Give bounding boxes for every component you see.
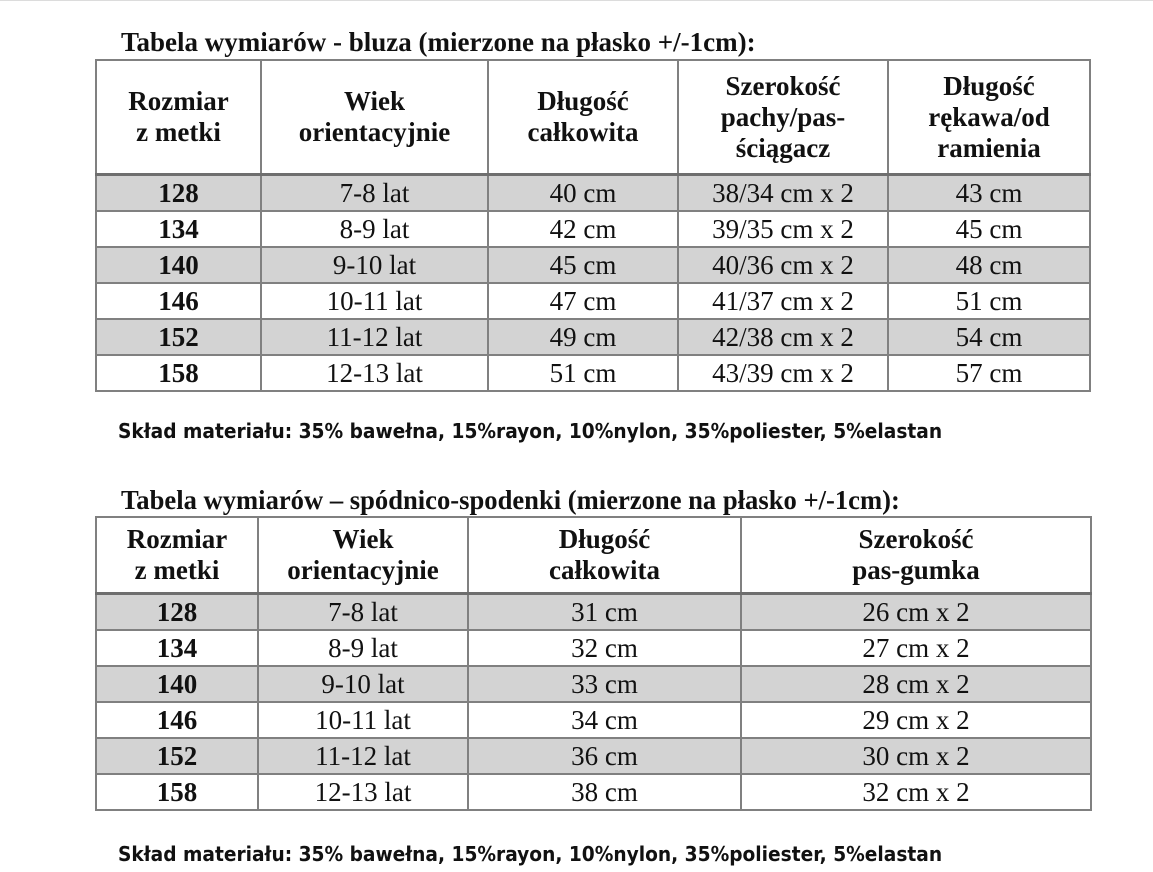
size-cell: 128 <box>96 175 261 212</box>
sleeve-cell: 51 cm <box>888 283 1090 319</box>
length-cell: 33 cm <box>468 666 741 702</box>
sleeve-cell: 54 cm <box>888 319 1090 355</box>
width-cell: 42/38 cm x 2 <box>678 319 888 355</box>
header-size: Rozmiar z metki <box>96 60 261 175</box>
size-cell: 134 <box>96 211 261 247</box>
width-cell: 41/37 cm x 2 <box>678 283 888 319</box>
table-row <box>96 666 1091 702</box>
age-cell: 11-12 lat <box>258 738 468 774</box>
header-armpit-width: Szerokość pachy/pas- ściągacz <box>678 60 888 175</box>
size-cell: 140 <box>96 247 261 283</box>
width-cell: 29 cm x 2 <box>741 702 1091 738</box>
width-cell: 40/36 cm x 2 <box>678 247 888 283</box>
header-size: Rozmiar z metki <box>96 517 258 594</box>
skort-table-title: Tabela wymiarów – spódnico-spodenki (mierzone na płasko +/-1cm): <box>121 485 900 515</box>
length-cell: 38 cm <box>468 774 741 810</box>
table-row <box>96 319 1090 355</box>
hoodie-table-title: Tabela wymiarów - bluza (mierzone na płasko +/-1cm): <box>121 27 756 57</box>
table-row <box>96 702 1091 738</box>
size-cell: 158 <box>96 355 261 391</box>
width-cell: 27 cm x 2 <box>741 630 1091 666</box>
width-cell: 38/34 cm x 2 <box>678 175 888 212</box>
sleeve-cell: 43 cm <box>888 175 1090 212</box>
header-sleeve-length: Długość rękawa/od ramienia <box>888 60 1090 175</box>
table-header-row <box>96 60 1090 175</box>
length-cell: 42 cm <box>488 211 678 247</box>
header-age: Wiek orientacyjnie <box>261 60 488 175</box>
age-cell: 12-13 lat <box>258 774 468 810</box>
width-cell: 43/39 cm x 2 <box>678 355 888 391</box>
header-total-length: Długość całkowita <box>488 60 678 175</box>
table-row <box>96 774 1091 810</box>
length-cell: 47 cm <box>488 283 678 319</box>
length-cell: 45 cm <box>488 247 678 283</box>
length-cell: 34 cm <box>468 702 741 738</box>
length-cell: 32 cm <box>468 630 741 666</box>
size-cell: 128 <box>96 594 258 631</box>
sleeve-cell: 57 cm <box>888 355 1090 391</box>
size-cell: 140 <box>96 666 258 702</box>
width-cell: 26 cm x 2 <box>741 594 1091 631</box>
table-row <box>96 283 1090 319</box>
size-cell: 134 <box>96 630 258 666</box>
length-cell: 40 cm <box>488 175 678 212</box>
age-cell: 8-9 lat <box>261 211 488 247</box>
age-cell: 12-13 lat <box>261 355 488 391</box>
size-cell: 146 <box>96 283 261 319</box>
table-row <box>96 594 1091 631</box>
top-border-line <box>0 0 1153 1</box>
skort-size-table <box>95 516 1092 811</box>
age-cell: 9-10 lat <box>261 247 488 283</box>
size-cell: 152 <box>96 738 258 774</box>
age-cell: 7-8 lat <box>261 175 488 212</box>
size-cell: 158 <box>96 774 258 810</box>
age-cell: 11-12 lat <box>261 319 488 355</box>
hoodie-material-composition: Skład materiału: 35% bawełna, 15%rayon, 10%nylon, 35%poliester, 5%elastan <box>118 419 943 443</box>
header-total-length: Długość całkowita <box>468 517 741 594</box>
length-cell: 49 cm <box>488 319 678 355</box>
age-cell: 9-10 lat <box>258 666 468 702</box>
header-age: Wiek orientacyjnie <box>258 517 468 594</box>
hoodie-size-table <box>95 59 1091 392</box>
table-row <box>96 738 1091 774</box>
sleeve-cell: 48 cm <box>888 247 1090 283</box>
header-waist-width: Szerokość pas-gumka <box>741 517 1091 594</box>
table-row <box>96 175 1090 212</box>
table-row <box>96 630 1091 666</box>
size-cell: 152 <box>96 319 261 355</box>
age-cell: 10-11 lat <box>258 702 468 738</box>
table-row <box>96 211 1090 247</box>
table-header-row <box>96 517 1091 594</box>
width-cell: 30 cm x 2 <box>741 738 1091 774</box>
width-cell: 39/35 cm x 2 <box>678 211 888 247</box>
age-cell: 7-8 lat <box>258 594 468 631</box>
table-row <box>96 247 1090 283</box>
length-cell: 51 cm <box>488 355 678 391</box>
skort-material-composition: Skład materiału: 35% bawełna, 15%rayon, 10%nylon, 35%poliester, 5%elastan <box>118 842 943 866</box>
sleeve-cell: 45 cm <box>888 211 1090 247</box>
table-row <box>96 355 1090 391</box>
length-cell: 36 cm <box>468 738 741 774</box>
length-cell: 31 cm <box>468 594 741 631</box>
age-cell: 10-11 lat <box>261 283 488 319</box>
age-cell: 8-9 lat <box>258 630 468 666</box>
width-cell: 28 cm x 2 <box>741 666 1091 702</box>
width-cell: 32 cm x 2 <box>741 774 1091 810</box>
size-cell: 146 <box>96 702 258 738</box>
